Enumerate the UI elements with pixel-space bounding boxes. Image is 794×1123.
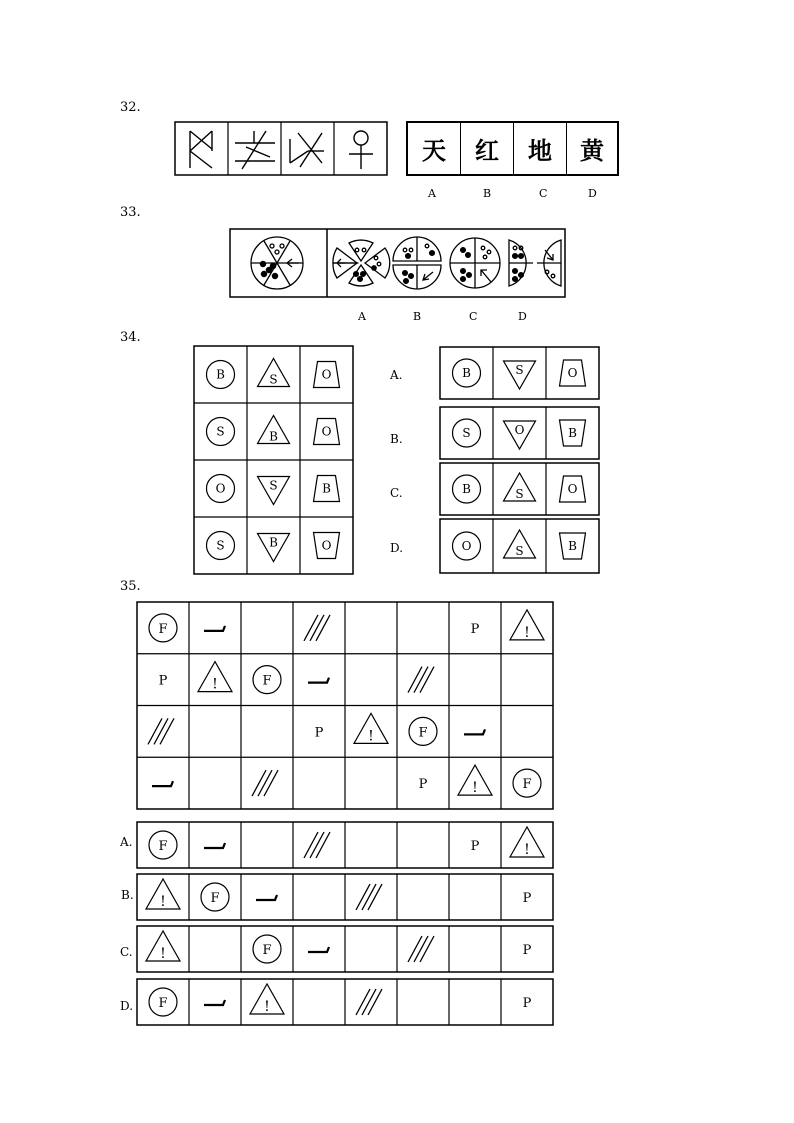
q35-option-d-cell-5: [356, 989, 382, 1015]
shape-letter: B: [568, 426, 577, 440]
svg-text:!: !: [264, 999, 270, 1015]
q34-grid-cell-r1c3: [314, 362, 340, 388]
shape-letter: O: [514, 423, 525, 437]
q34-grid-cell-r3c3: [314, 476, 340, 502]
shape-letter: B: [568, 539, 577, 553]
q35-grid-cell-r4c6: [419, 777, 428, 792]
shape-letter: O: [567, 482, 578, 496]
svg-text:F: F: [418, 725, 428, 741]
q34-option-d-cell-2: [504, 530, 536, 558]
shape-letter: O: [215, 481, 226, 496]
q35-option-a-row: [136, 821, 556, 871]
shape-letter: S: [216, 538, 225, 553]
q35-option-a-cell-2: [204, 843, 225, 848]
triple-slash-icon: [408, 936, 434, 962]
q33-option-label-c: C: [469, 310, 478, 323]
svg-text:!: !: [160, 894, 166, 910]
shape-letter: O: [567, 366, 578, 380]
q35-option-label-d: D.: [120, 999, 134, 1013]
shape-letter: B: [322, 481, 331, 496]
triple-slash-icon: [304, 832, 330, 858]
q34-option-label-d: D.: [390, 541, 404, 555]
q35-grid-cell-r2c2: [198, 662, 232, 693]
q35-grid-cell-r1c4: [304, 615, 330, 641]
q34-grid-cell-r2c1: [207, 418, 235, 446]
hook-icon: [256, 895, 277, 900]
q34-grid-cell-r2c3: [314, 419, 340, 445]
q34-option-b-cell-3: [560, 420, 586, 446]
hook-icon: [308, 947, 329, 952]
q35-grid-cell-r4c7: [458, 765, 492, 796]
svg-text:F: F: [262, 673, 272, 689]
q33-stem-circle: [251, 237, 303, 289]
q35-grid-cell-r2c1: [159, 674, 168, 689]
q35-option-c-cell-8: [523, 943, 532, 958]
q35-option-label-b: B.: [121, 888, 134, 902]
q34-option-a-row: [439, 346, 601, 400]
q35-number: 35.: [120, 579, 141, 594]
q33-option-label-a: A: [358, 310, 366, 323]
q35-grid-cell-r3c1: [148, 718, 174, 744]
letter-p: P: [522, 996, 532, 1011]
q34-grid-cell-r1c1: [207, 361, 235, 389]
hook-icon: [204, 843, 225, 848]
q35-grid-cell-r3c4: [315, 725, 324, 740]
q34-grid: [193, 345, 355, 575]
shape-letter: O: [461, 539, 472, 553]
q34-option-b-cell-1: [453, 419, 481, 447]
q35-option-a-cell-7: [471, 839, 480, 854]
q34-grid-cell-r2c2: [258, 416, 290, 444]
q34-option-a-cell-3: [560, 360, 586, 386]
q34-option-c-row: [439, 462, 601, 516]
letter-p: P: [418, 777, 428, 793]
q35-grid-cell-r1c1: [149, 614, 177, 642]
letter-p: P: [470, 621, 480, 637]
triple-slash-icon: [356, 884, 382, 910]
triple-slash-icon: [408, 667, 434, 693]
triple-slash-icon: [148, 718, 174, 744]
shape-letter: S: [216, 424, 225, 439]
q35-grid-cell-r1c2: [204, 626, 225, 631]
svg-text:F: F: [158, 996, 168, 1011]
svg-text:!: !: [524, 842, 530, 858]
svg-text:!: !: [160, 946, 166, 962]
q34-option-d-cell-3: [560, 533, 586, 559]
q32-glyph-1: [190, 131, 212, 168]
svg-text:!: !: [524, 624, 530, 641]
q35-grid-cell-r3c6: [409, 717, 437, 745]
q35-option-label-a: A.: [120, 835, 133, 849]
q35-grid-cell-r3c5: [354, 713, 388, 744]
q34-option-a-cell-1: [453, 359, 481, 387]
shape-letter: O: [321, 538, 332, 553]
q34-option-a-cell-2: [504, 361, 536, 389]
q35-option-d-cell-8: [523, 996, 532, 1011]
hook-icon: [308, 678, 329, 683]
q33-figure-strip: [229, 228, 566, 298]
q35-option-a-cell-4: [304, 832, 330, 858]
shape-letter: S: [269, 478, 278, 493]
triple-slash-icon: [356, 989, 382, 1015]
q32-answer-char-a: 天: [408, 123, 461, 174]
shape-letter: S: [515, 544, 524, 558]
hook-icon: [152, 781, 173, 786]
q35-grid-cell-r2c3: [253, 666, 281, 694]
q34-option-c-cell-1: [453, 475, 481, 503]
q35-grid-cell-r2c4: [308, 678, 329, 683]
shape-letter: S: [269, 372, 278, 387]
q35-grid-cell-r1c7: [471, 622, 480, 637]
shape-letter: B: [269, 429, 278, 444]
letter-p: P: [522, 943, 532, 958]
q32-answer-strip: [406, 121, 619, 176]
q32-option-label-d: D: [588, 187, 597, 200]
svg-text:F: F: [262, 943, 272, 958]
q34-grid-cell-r1c2: [258, 359, 290, 387]
q35-option-d-cell-1: [149, 988, 177, 1016]
q32-pattern-strip: [174, 121, 388, 176]
q35-grid-cell-r2c6: [408, 667, 434, 693]
q34-grid-cell-r3c1: [207, 475, 235, 503]
q33-number: 33.: [120, 205, 141, 220]
q35-option-d-cell-2: [204, 1000, 225, 1005]
q35-grid-cell-r4c1: [152, 781, 173, 786]
shape-letter: S: [515, 487, 524, 501]
letter-p: P: [158, 673, 168, 689]
q33-option-d-figure: [509, 240, 561, 286]
q35-grid-cell-r4c3: [252, 770, 278, 796]
hook-icon: [464, 729, 485, 734]
q32-answer-char-b: 红: [461, 123, 514, 174]
q35-option-c-row: [136, 925, 556, 975]
svg-text:F: F: [210, 891, 220, 906]
triple-slash-icon: [252, 770, 278, 796]
q35-option-d-cell-3: [250, 984, 284, 1015]
hook-icon: [204, 626, 225, 631]
q32-glyph-4: [349, 131, 373, 169]
q35-option-a-cell-1: [149, 831, 177, 859]
q32-glyph-3: [290, 133, 324, 167]
q35-option-d-row: [136, 978, 556, 1028]
q34-option-b-cell-2: [504, 421, 536, 449]
q35-option-b-cell-8: [523, 891, 532, 906]
triple-slash-icon: [304, 615, 330, 641]
q33-option-a-figure: [333, 240, 390, 286]
q34-option-label-b: B.: [390, 432, 403, 446]
shape-letter: B: [462, 482, 471, 496]
q35-option-a-cell-8: [510, 827, 544, 858]
q32-number: 32.: [120, 100, 141, 115]
q34-number: 34.: [120, 330, 141, 345]
q35-option-b-cell-2: [201, 883, 229, 911]
q34-option-d-cell-1: [453, 532, 481, 560]
svg-text:F: F: [158, 839, 168, 854]
q34-option-d-row: [439, 518, 601, 574]
q35-grid-cell-r4c8: [513, 769, 541, 797]
shape-letter: S: [462, 426, 471, 440]
q35-option-c-cell-1: [146, 931, 180, 962]
shape-letter: B: [216, 367, 225, 382]
svg-text:F: F: [522, 777, 532, 793]
q34-option-label-a: A.: [390, 368, 403, 382]
shape-letter: S: [515, 363, 524, 377]
q32-option-label-a: A: [428, 187, 436, 200]
q34-option-c-cell-3: [560, 476, 586, 502]
q35-option-c-cell-6: [408, 936, 434, 962]
q34-grid-cell-r3c2: [258, 477, 290, 505]
q33-option-c-figure: [450, 238, 500, 288]
q33-option-label-d: D: [518, 310, 527, 323]
shape-letter: B: [269, 535, 278, 550]
q35-option-c-cell-4: [308, 947, 329, 952]
q35-option-b-cell-1: [146, 879, 180, 910]
letter-p: P: [470, 839, 480, 854]
q34-option-label-c: C.: [390, 486, 403, 500]
q33-option-b-figure: [393, 237, 441, 289]
hook-icon: [204, 1000, 225, 1005]
q35-option-b-row: [136, 873, 556, 923]
svg-text:!: !: [368, 728, 374, 745]
q32-answer-char-c: 地: [514, 123, 567, 174]
shape-letter: O: [321, 424, 332, 439]
svg-text:!: !: [212, 676, 218, 693]
q32-option-label-c: C: [539, 187, 548, 200]
q35-option-label-c: C.: [120, 945, 133, 959]
q35-option-c-cell-3: [253, 935, 281, 963]
q35-grid-cell-r1c8: [510, 610, 544, 641]
q35-option-b-cell-5: [356, 884, 382, 910]
q34-grid-cell-r4c3: [314, 533, 340, 559]
q35-option-b-cell-3: [256, 895, 277, 900]
letter-p: P: [314, 725, 324, 741]
q34-grid-cell-r4c2: [258, 534, 290, 562]
letter-p: P: [522, 891, 532, 906]
q32-answer-char-d: 黄: [580, 136, 604, 165]
q35-grid: [136, 601, 556, 812]
q33-option-label-b: B: [413, 310, 422, 323]
q34-option-c-cell-2: [504, 473, 536, 501]
shape-letter: O: [321, 367, 332, 382]
svg-text:F: F: [158, 621, 168, 637]
q32-glyph-2: [235, 131, 275, 169]
q32-option-label-b: B: [483, 187, 492, 200]
q34-grid-cell-r4c1: [207, 532, 235, 560]
q35-grid-cell-r3c7: [464, 729, 485, 734]
shape-letter: B: [462, 366, 471, 380]
q34-option-b-row: [439, 406, 601, 460]
svg-text:!: !: [472, 780, 478, 797]
